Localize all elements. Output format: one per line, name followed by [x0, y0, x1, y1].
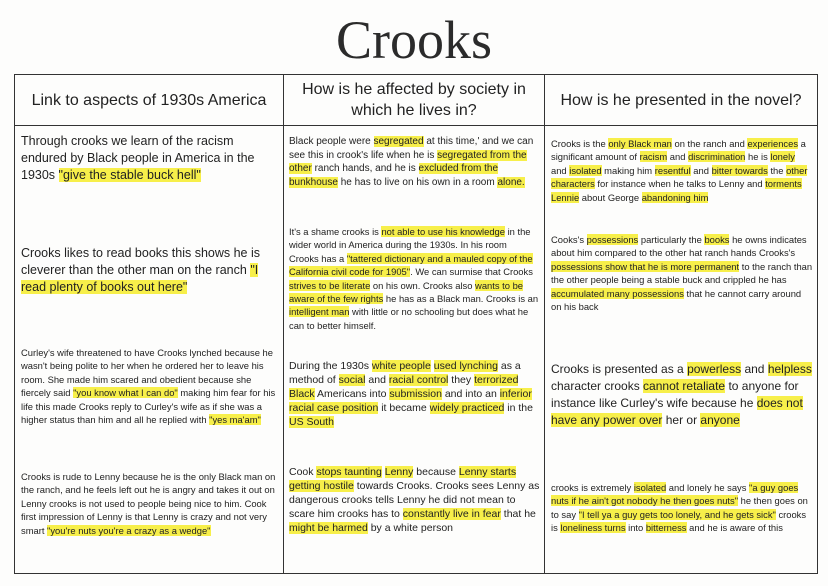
highlight: Lenny starts getting hostile: [289, 466, 517, 492]
highlight: wants to be aware of the few rights: [289, 279, 523, 305]
text: because: [413, 466, 459, 478]
text: Black people were: [289, 136, 374, 147]
highlight: resentful: [654, 164, 691, 176]
col3-cell-3: [551, 361, 815, 429]
highlight: bitter towards: [711, 164, 768, 176]
col1-cell-4: [21, 470, 277, 537]
highlight: strives to be literate: [289, 279, 371, 291]
column-divider: [544, 75, 545, 573]
highlight: intelligent man: [289, 306, 350, 318]
text: on his own. Crooks also: [370, 279, 476, 291]
highlight: does not have any power over: [551, 396, 803, 427]
text: a significant amount of: [551, 138, 806, 163]
text: . We can surmise that Crooks: [410, 266, 533, 278]
text: and: [365, 374, 389, 386]
highlight: bitterness: [645, 522, 687, 534]
highlight: powerless: [687, 362, 742, 376]
text: Crooks is rude to Lenny because he is the only Black man on the ranch, and he feels left out he is angry and takes it out on Lenny crooks is not used to people being nice to him. Cook first impression of Lenny is that Lenny is crazy and not very smart: [21, 471, 276, 536]
highlight: helpless: [767, 362, 812, 376]
col2-cell-2: [289, 225, 539, 332]
text: he owns indicates about him compared to the other hat ranch hands Crooks's: [551, 234, 807, 259]
text: that he: [500, 508, 536, 520]
highlight: torments Lennie: [551, 178, 802, 203]
highlight: abandoning him: [641, 191, 709, 203]
col2-cell-3: [289, 359, 541, 429]
highlight: widely practiced: [429, 402, 505, 414]
col3-cell-2: [551, 233, 813, 313]
text: he has to live on his own in a room: [337, 176, 498, 188]
text: During the 1930s: [289, 360, 372, 372]
highlight: possessions show that he is more permanent: [551, 260, 740, 272]
text: in the: [504, 402, 533, 414]
highlight: might be harmed: [289, 522, 368, 534]
column-divider: [283, 75, 284, 573]
text: at this time,' and we can see this in crook's life when he is: [289, 136, 534, 161]
col1-cell-1: [21, 133, 277, 184]
text: as a method of: [289, 360, 521, 386]
highlight: racism: [639, 151, 668, 163]
col3-cell-1: [551, 137, 813, 204]
highlight: discrimination: [688, 151, 746, 163]
highlighted-quote: "you're nuts you're a crazy as a wedge": [47, 524, 211, 536]
col1-cell-3: [21, 346, 277, 426]
text: Americans into: [314, 388, 390, 400]
highlighted-quote: "I tell ya a guy gets too lonely, and he gets sick": [578, 508, 776, 520]
highlight: inferior racial case position: [289, 388, 532, 414]
text: and: [551, 164, 570, 176]
text: Through crooks we learn of the racism endured by Black people in America in the 1930s: [21, 134, 255, 182]
text: character crooks: [551, 379, 644, 393]
header-col-3: How is he presented in the novel?: [560, 91, 802, 109]
col2-cell-1: [289, 135, 539, 189]
highlighted-quote: "yes ma'am": [209, 414, 261, 426]
text: they: [448, 374, 475, 386]
highlight: submission: [389, 388, 442, 400]
text: Cooks's: [551, 234, 587, 245]
text: Crooks is presented as a: [551, 362, 688, 376]
highlighted-quote: "I read plenty of books out here": [21, 263, 259, 294]
text: to the ranch than the other people being a stable buck and crippled he has: [551, 260, 813, 286]
highlighted-quote: "give the stable buck hell": [58, 168, 201, 182]
highlight: racial control: [388, 374, 449, 386]
highlight: cannot retaliate: [643, 379, 726, 393]
text: into: [625, 522, 646, 534]
text: in the wider world in America during the 1930s. In his room Crooks has a: [289, 226, 531, 264]
highlight: isolated: [569, 164, 602, 176]
highlight: excluded from the bunkhouse: [289, 163, 499, 188]
highlight: segregated from the other: [289, 149, 527, 174]
highlight: experiences: [747, 138, 799, 149]
text: ranch hands, and he is: [311, 163, 419, 174]
text: on the ranch and: [671, 138, 748, 149]
highlight: isolated: [633, 482, 667, 493]
text: by a white person: [367, 522, 454, 534]
text: to anyone for instance like Curley's wife because he: [551, 379, 799, 410]
highlighted-quote: "you know what I can do": [73, 387, 178, 399]
highlight: segregated: [373, 136, 424, 147]
highlight: not able to use his knowledge: [381, 226, 505, 237]
text: he is: [745, 151, 771, 163]
col3-cell-4: [551, 481, 813, 535]
highlight: anyone: [700, 413, 740, 427]
highlight: white people: [371, 360, 431, 372]
highlight: loneliness turns: [560, 522, 626, 534]
text: crooks is extremely: [551, 482, 634, 493]
text: for instance when he talks to Lenny and: [594, 178, 766, 190]
text: and: [741, 362, 768, 376]
highlight: US South: [289, 416, 334, 428]
text: particularly the: [638, 234, 705, 245]
header-divider: [15, 125, 817, 126]
text: about George: [579, 191, 642, 203]
highlighted-quote: "tattered dictionary and a mauled copy of the California civil code for 1905": [289, 252, 533, 278]
highlight: Lenny: [384, 466, 414, 478]
highlight: only Black man: [608, 138, 672, 149]
text: the: [767, 164, 787, 176]
header-col-2: How is he affected by society in which he lives in?: [302, 81, 526, 119]
text: crooks is: [551, 508, 807, 534]
text: he has as a Black man. Crooks is an: [383, 293, 539, 305]
highlight: used lynching: [433, 360, 498, 372]
highlight: possessions: [586, 234, 639, 245]
text: Crooks likes to read books this shows he is cleverer than the other man on the ranch: [21, 246, 260, 277]
highlight: books: [704, 234, 730, 245]
highlight: terrorized Black: [289, 374, 519, 400]
text: making him: [601, 164, 655, 176]
highlight: lonely: [770, 151, 795, 163]
highlight: other characters: [551, 164, 808, 190]
text: towards Crooks. Crooks sees Lenny as dangerous crooks tells Lenny he did not mean to scare him crooks has to: [289, 480, 540, 520]
text: with little or no schooling but does what he can to better himself.: [289, 306, 529, 331]
page-title: Crooks: [335, 10, 492, 70]
text: Curley's wife threatened to have Crooks lynched because he wasn't being polite to her when he ordered her to leave his room. She made him scared and obedient because she fiercely said: [21, 347, 273, 399]
analysis-table: [14, 74, 818, 574]
text: he then goes on to say: [551, 495, 808, 520]
text: and: [667, 151, 689, 163]
highlight: constantly live in fear: [402, 508, 501, 520]
text: It's a shame crooks is: [289, 226, 382, 237]
header-col-1: Link to aspects of 1930s America: [31, 91, 267, 109]
text: and he is aware of this: [686, 522, 783, 534]
col1-cell-2: [21, 245, 277, 296]
highlighted-quote: "a guy goes nuts if he ain't got nobody he then goes nuts": [551, 482, 799, 507]
text: Cook: [289, 466, 317, 478]
col2-cell-4: [289, 465, 541, 535]
text: and: [690, 164, 712, 176]
text: and lonely he says: [666, 482, 750, 493]
text: her or: [662, 413, 701, 427]
highlight: accumulated many possessions: [551, 287, 684, 299]
text: and into an: [441, 388, 500, 400]
text: Crooks is the: [551, 138, 609, 149]
text: making him fear for his life this made Crooks reply to Curley's wife as if she was a higher status than him and all he replied with: [21, 387, 276, 426]
highlight: alone.: [497, 176, 525, 188]
text: that he cannot carry around on his back: [551, 287, 802, 313]
highlight: stops taunting: [316, 466, 382, 478]
text: it became: [378, 402, 430, 414]
highlight: social: [338, 374, 366, 386]
